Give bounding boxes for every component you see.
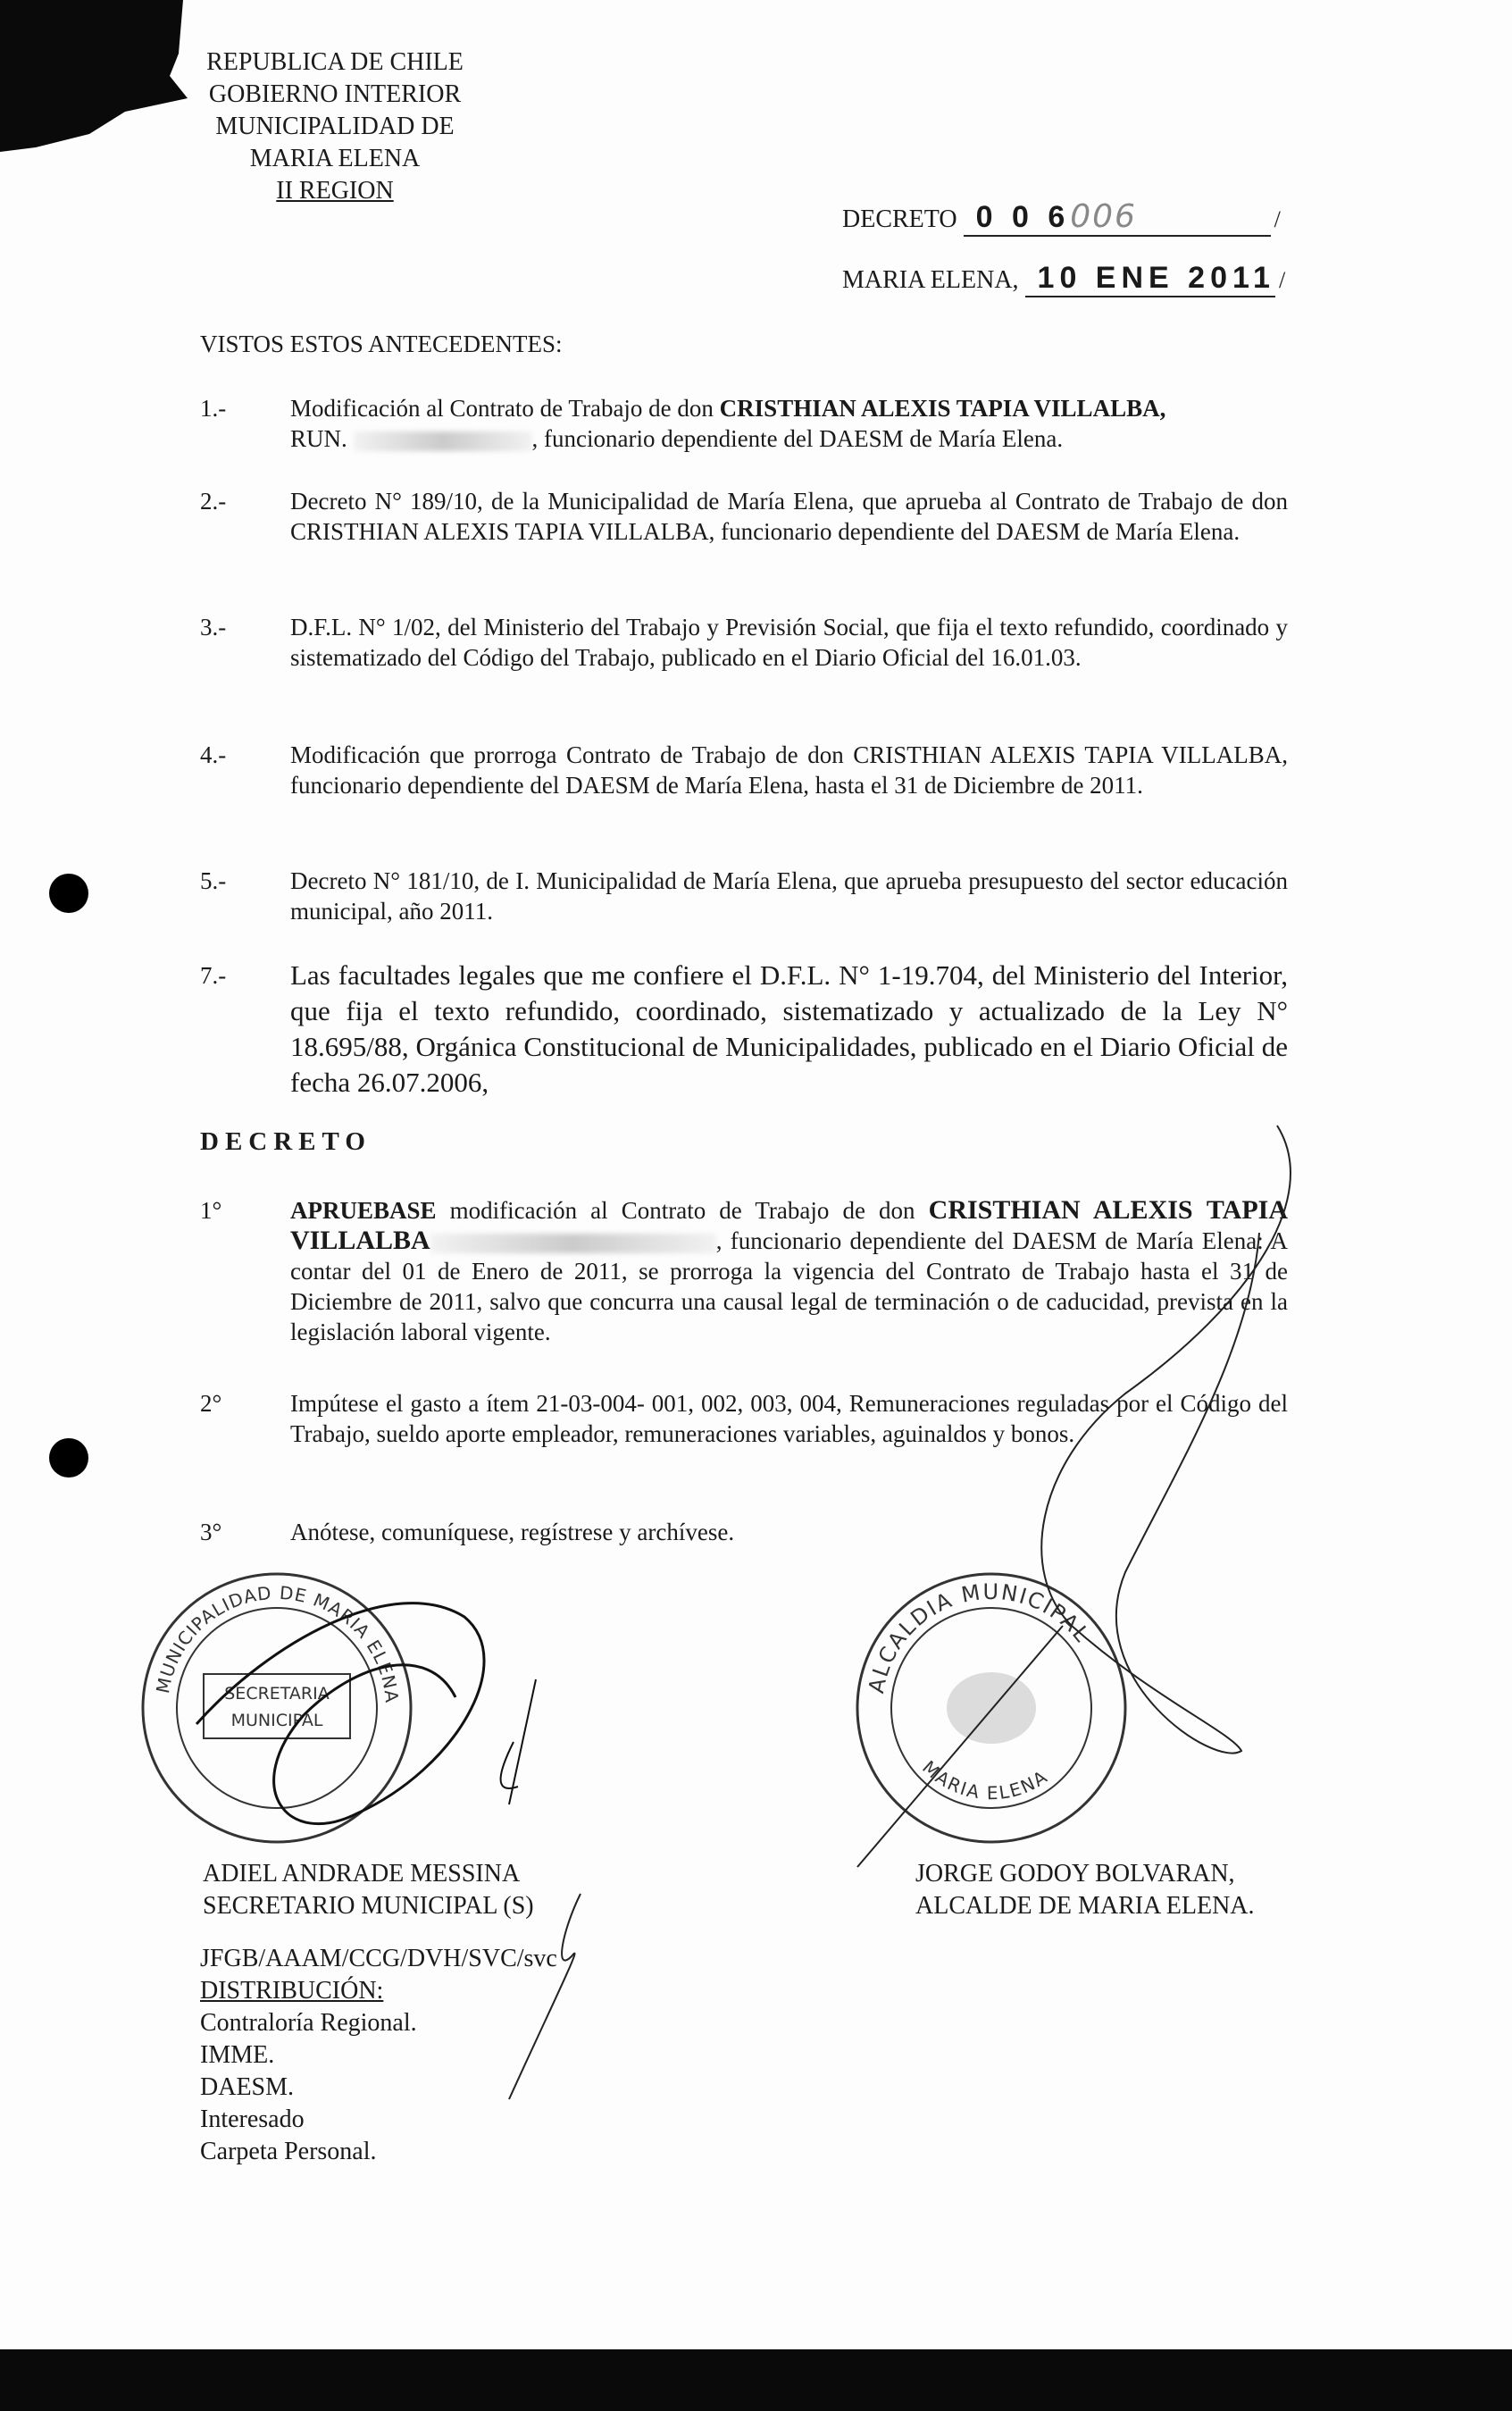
vistos-item (200, 486, 1288, 547)
date-label: MARIA ELENA, (842, 266, 1019, 294)
punch-hole (49, 1438, 88, 1478)
distribution-block (200, 1943, 557, 2168)
recipient: IMME. (200, 2041, 275, 2069)
right-signatory (915, 1858, 1255, 1922)
scan-bottom-band (0, 2349, 1512, 2411)
item-number: 3.- (200, 614, 227, 640)
date-field (842, 261, 1285, 297)
item-text: D.F.L. N° 1/02, del Ministerio del Trabajo y Previsión Social, que fija el texto refundido, coordinado y sistematizado del Código del Trabajo, publicado en el Diario Oficial del 16.01.03. (290, 614, 1288, 671)
decree-number-value (964, 198, 1271, 237)
letterhead-region: II REGION (276, 177, 394, 205)
distribution-label: DISTRIBUCIÓN: (200, 1977, 384, 2005)
stamp-ring-text: MUNICIPALIDAD DE MARIA ELENA (152, 1581, 404, 1704)
vistos-heading: VISTOS ESTOS ANTECEDENTES: (200, 331, 563, 357)
signatory-title: ALCALDE DE MARIA ELENA. (915, 1892, 1255, 1920)
vistos-item (200, 958, 1288, 1101)
letterhead-line: REPUBLICA DE CHILE (206, 48, 464, 76)
stamp-box-text: SECRETARIA (224, 1684, 330, 1704)
employee-name: CRISTHIAN ALEXIS TAPIA VILLALBA, (719, 395, 1166, 422)
recipient: Contraloría Regional. (200, 2009, 417, 2037)
article-text: , funcionario dependiente del DAESM de María Elena: A contar del 01 de Enero de 2011, se prorroga la vigencia del Contrato de Trabajo hasta el 31 de Diciembre de 2011, salvo que concurra una causal legal de terminación o de caducidad, prevista en la legislación laboral vigente. (290, 1227, 1288, 1345)
article-number: 1° (200, 1197, 222, 1224)
date-stamp-value: 10 ENE 2011 (1025, 261, 1275, 297)
letterhead-line: MARIA ELENA (249, 145, 421, 172)
article-verb: APRUEBASE (290, 1197, 437, 1224)
item-number: 1.- (200, 395, 227, 422)
date-end-mark: / (1278, 267, 1286, 293)
recipient: DAESM. (200, 2073, 295, 2101)
item-number: 5.- (200, 867, 227, 894)
left-signature-scribble (161, 1590, 607, 1858)
vistos-item (200, 393, 1288, 454)
letterhead (179, 46, 491, 207)
left-signatory (203, 1858, 534, 1922)
item-number: 2.- (200, 488, 227, 515)
item-text: , funcionario dependiente del DAESM de María Elena. (531, 425, 1064, 452)
signatory-title: SECRETARIO MUNICIPAL (S) (203, 1892, 534, 1920)
vistos-item (200, 866, 1288, 926)
stamp-ring-text: MARIA ELENA (918, 1756, 1053, 1804)
signatory-name: ADIEL ANDRADE MESSINA (203, 1860, 521, 1888)
letterhead-line: GOBIERNO INTERIOR (208, 80, 462, 108)
item-text: Modificación al Contrato de Trabajo de don (290, 395, 720, 422)
item-text: Decreto N° 181/10, de I. Municipalidad de María Elena, que aprueba presupuesto del sector educación municipal, año 2011. (290, 867, 1288, 925)
item-text: Decreto N° 189/10, de la Municipalidad de María Elena, que aprueba al Contrato de Trabajo de don CRISTHIAN ALEXIS TAPIA VILLALBA, funcionario dependiente del DAESM de María Elena. (290, 488, 1288, 545)
employee-name: CRISTHIAN ALEXIS TAPIA VILLALBA (290, 1195, 1288, 1255)
run-label: RUN. (290, 425, 354, 452)
letterhead-line: MUNICIPALIDAD DE (215, 113, 455, 140)
decree-label: DECRETO (842, 205, 957, 233)
article-number: 2° (200, 1390, 222, 1417)
vistos-item (200, 612, 1288, 673)
stamp-ring-text: ALCALDIA MUNICIPAL (864, 1578, 1096, 1695)
stamp-box-text: MUNICIPAL (230, 1711, 323, 1730)
article-number: 3° (200, 1519, 222, 1545)
item-number: 4.- (200, 741, 227, 768)
signatory-name: JORGE GODOY BOLVARAN, (915, 1860, 1235, 1888)
decree-number-stamp: 0 0 6 (975, 200, 1071, 234)
article-text: Impútese el gasto a ítem 21-03-004- 001, 002, 003, 004, Remuneraciones reguladas por el Código del Trabajo, sueldo aporte empleador, remuneraciones variables, aguinaldos y bonos. (290, 1390, 1288, 1447)
item-text: Modificación que prorroga Contrato de Trabajo de don CRISTHIAN ALEXIS TAPIA VILLALBA, funcionario dependiente del DAESM de María Elena, hasta el 31 de Diciembre de 2011. (290, 741, 1288, 799)
scan-torn-corner (0, 0, 205, 152)
article-text: Anótese, comuníquese, regístrese y archívese. (290, 1519, 735, 1545)
decree-number-field (842, 198, 1281, 237)
recipient: Interesado (200, 2105, 305, 2133)
item-text: Las facultades legales que me confiere el D.F.L. N° 1-19.704, del Ministerio del Interior, que fija el texto refundido, coordinado, sistematizado y actualizado de la Ley N° 18.695/88, Orgánica Constitucional de Municipalidades, publicado en el Diario Oficial de fecha 26.07.2006, (290, 959, 1288, 1098)
handwritten-number: 006 (1070, 198, 1137, 235)
redacted-run (430, 1234, 716, 1253)
recipient: Carpeta Personal. (200, 2138, 377, 2165)
reference-initials: JFGB/AAAM/CCG/DVH/SVC/svc (200, 1945, 557, 1972)
article-text: modificación al Contrato de Trabajo de don (436, 1197, 929, 1224)
decreto-heading: DECRETO (200, 1127, 372, 1156)
redacted-run (354, 431, 532, 451)
item-number: 7.- (200, 962, 227, 989)
punch-hole (49, 874, 88, 913)
vistos-item (200, 740, 1288, 800)
decree-end-mark: / (1274, 206, 1281, 232)
right-signature-scribble (857, 1126, 1304, 1885)
